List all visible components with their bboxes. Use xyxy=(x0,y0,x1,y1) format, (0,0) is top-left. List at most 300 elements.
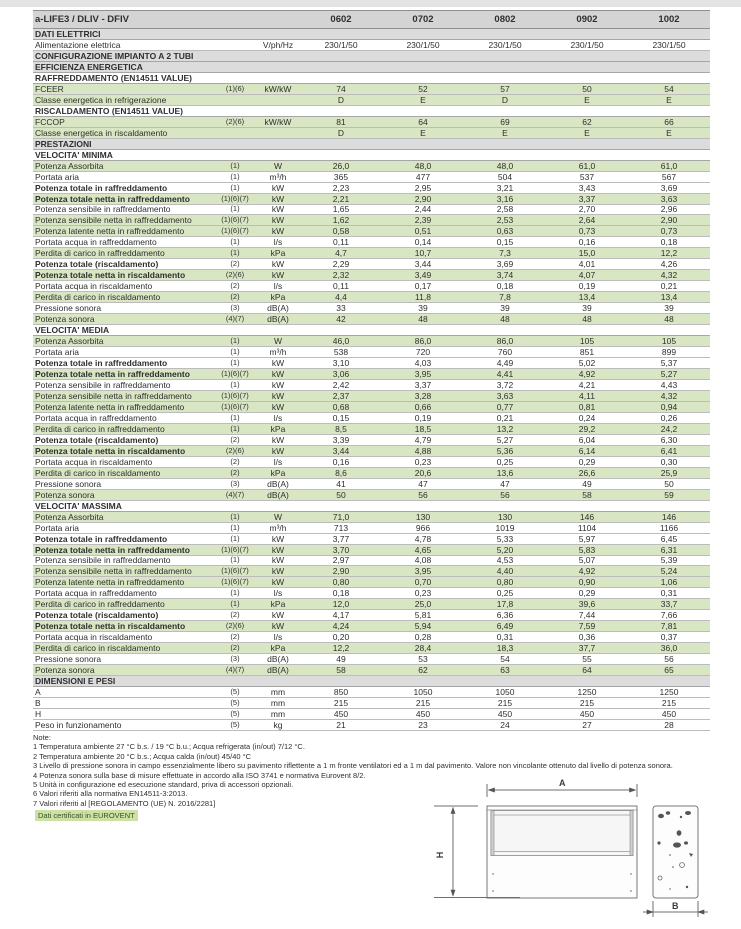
notes-title: Note: xyxy=(33,733,51,742)
row-label: Portata aria xyxy=(35,347,79,358)
row-value: 4,7 xyxy=(335,248,347,259)
row-unit: kW xyxy=(271,533,285,544)
row-unit: kW xyxy=(271,204,285,215)
section-label: EFFICIENZA ENERGETICA xyxy=(35,61,143,72)
row-note-refs: (5) xyxy=(230,687,240,697)
row-value: 15,0 xyxy=(578,248,596,259)
row-value: 2,37 xyxy=(332,390,350,401)
row-note-refs: (1) xyxy=(230,182,240,192)
row-label: Potenza sonora xyxy=(35,489,95,500)
row-unit: kPa xyxy=(270,467,286,478)
row-label: Potenza sonora xyxy=(35,314,95,325)
row-value: 7,8 xyxy=(499,292,511,303)
row-label: Potenza sensibile netta in raffreddamento xyxy=(35,566,192,577)
row-value: 3,44 xyxy=(332,445,350,456)
spec-row xyxy=(33,259,710,270)
spec-row xyxy=(33,161,710,172)
row-value: 4,32 xyxy=(660,270,678,281)
row-value: 2,29 xyxy=(332,259,350,270)
row-value: 0,31 xyxy=(496,632,514,643)
row-value: E xyxy=(584,94,590,105)
row-note-refs: (1) xyxy=(230,522,240,532)
row-value: 3,49 xyxy=(414,270,432,281)
row-value: 0,73 xyxy=(660,226,678,237)
row-value: 0,17 xyxy=(414,281,432,292)
row-value: E xyxy=(584,127,590,138)
row-unit: kW xyxy=(271,434,285,445)
row-label: FCEER xyxy=(35,83,64,94)
row-value: 2,23 xyxy=(332,182,350,193)
row-value: 6,14 xyxy=(578,445,596,456)
spec-row xyxy=(33,490,710,501)
spec-row xyxy=(33,413,710,424)
spec-row xyxy=(33,720,710,731)
row-unit: l/s xyxy=(273,281,283,292)
row-note-refs: (1) xyxy=(230,171,240,181)
spec-row xyxy=(33,380,710,391)
row-label: Pressione sonora xyxy=(35,303,102,314)
row-unit: kW xyxy=(271,379,285,390)
row-note-refs: (2) xyxy=(230,292,240,302)
row-value: 6,30 xyxy=(660,434,678,445)
row-note-refs: (2) xyxy=(230,610,240,620)
row-label: Potenza totale in raffreddamento xyxy=(35,182,168,193)
row-unit: l/s xyxy=(273,412,283,423)
row-unit: l/s xyxy=(273,588,283,599)
row-value: 20,6 xyxy=(414,467,432,478)
section-row xyxy=(33,29,710,40)
row-value: 71,0 xyxy=(332,511,350,522)
row-value: 5,37 xyxy=(660,358,678,369)
row-note-refs: (2) xyxy=(230,434,240,444)
row-note-refs: (3) xyxy=(230,654,240,664)
row-unit: kPa xyxy=(270,248,286,259)
row-unit: dB(A) xyxy=(267,303,289,314)
row-value: 0,90 xyxy=(578,577,596,588)
row-unit: dB(A) xyxy=(267,314,289,325)
row-value: 4,26 xyxy=(660,259,678,270)
row-value: 13,4 xyxy=(660,292,678,303)
row-value: 760 xyxy=(497,347,513,358)
row-label: Portata acqua in riscaldamento xyxy=(35,632,153,643)
row-unit: kW xyxy=(271,610,285,621)
row-value: 48,0 xyxy=(414,160,432,171)
row-value: 450 xyxy=(415,709,431,720)
row-value: 81 xyxy=(336,116,346,127)
row-value: 3,69 xyxy=(660,182,678,193)
row-value: 4,49 xyxy=(496,358,514,369)
row-unit: l/s xyxy=(273,237,283,248)
row-note-refs: (1) xyxy=(230,555,240,565)
row-note-refs: (4)(7) xyxy=(225,489,245,499)
row-unit: mm xyxy=(270,709,286,720)
section-row xyxy=(33,51,710,62)
note-item: 7 Valori riferiti al [REGOLAMENTO (UE) N. 2016/2281] xyxy=(33,798,216,808)
section-label: VELOCITA' MINIMA xyxy=(35,149,113,160)
row-value: 61,0 xyxy=(660,160,678,171)
row-value: 899 xyxy=(661,347,677,358)
row-value: 12,0 xyxy=(332,599,350,610)
row-label: Potenza sensibile netta in raffreddamento xyxy=(35,215,192,226)
row-label: Perdita di carico in raffreddamento xyxy=(35,248,165,259)
row-value: 41 xyxy=(336,478,346,489)
row-unit: kW xyxy=(271,555,285,566)
row-note-refs: (2) xyxy=(230,456,240,466)
row-note-refs: (1)(6)(7) xyxy=(221,193,249,203)
row-note-refs: (5) xyxy=(230,720,240,730)
row-value: 2,21 xyxy=(332,193,350,204)
row-value: 2,96 xyxy=(660,204,678,215)
row-value: 3,16 xyxy=(496,193,514,204)
row-value: 3,95 xyxy=(414,369,432,380)
unit-drawing xyxy=(430,775,741,929)
row-value: 6,41 xyxy=(660,445,678,456)
row-value: 3,63 xyxy=(660,193,678,204)
row-value: 54 xyxy=(500,654,510,665)
row-value: 54 xyxy=(664,83,674,94)
eurovent-certification-badge: Dati certificati in EUROVENT xyxy=(35,810,138,820)
row-value: 4,03 xyxy=(414,358,432,369)
row-value: 0,23 xyxy=(414,456,432,467)
row-value: 0,80 xyxy=(332,577,350,588)
row-value: 4,21 xyxy=(578,379,596,390)
row-note-refs: (1) xyxy=(230,204,240,214)
section-label: RISCALDAMENTO (EN14511 VALUE) xyxy=(35,105,183,116)
row-label: Potenza sensibile in raffreddamento xyxy=(35,555,171,566)
spec-row xyxy=(33,369,710,380)
row-note-refs: (1) xyxy=(230,588,240,598)
row-value: 0,28 xyxy=(414,632,432,643)
row-note-refs: (3) xyxy=(230,478,240,488)
row-value: 4,92 xyxy=(578,566,596,577)
row-value: 48,0 xyxy=(496,160,514,171)
row-value: 6,45 xyxy=(660,533,678,544)
row-label: Alimentazione elettrica xyxy=(35,39,121,50)
row-label: H xyxy=(35,709,42,720)
note-item: 3 Livello di pressione sonora in campo essenzialmente libero su pavimento riflettente a 1 m fronte ventilatori ed a 1 m dal pavimento. Valore non vincolante ottenuto dal livello di potenza sonora. xyxy=(33,761,673,771)
spec-row xyxy=(33,183,710,194)
row-value: 4,78 xyxy=(414,533,432,544)
row-value: 4,43 xyxy=(660,379,678,390)
note-item: 4 Potenza sonora sulla base di misure effettuate in accordo alla ISO 3741 e normativa Eurovent 8/2. xyxy=(33,770,366,780)
row-value: 56 xyxy=(418,489,428,500)
row-value: 39 xyxy=(582,303,592,314)
row-value: 4,32 xyxy=(660,390,678,401)
section-label: PRESTAZIONI xyxy=(35,138,92,149)
row-unit: kW xyxy=(271,621,285,632)
spec-row xyxy=(33,446,710,457)
row-note-refs: (1) xyxy=(230,379,240,389)
product-title: a-LIFE3 / DLIV - DFIV xyxy=(35,13,129,25)
row-value: 46,0 xyxy=(332,336,350,347)
spec-row xyxy=(33,402,710,413)
row-label: Portata acqua in raffreddamento xyxy=(35,588,157,599)
row-value: 28 xyxy=(664,720,674,731)
row-value: 4,08 xyxy=(414,555,432,566)
row-value: 33 xyxy=(336,303,346,314)
page-top-strip xyxy=(0,0,741,7)
row-value: 64 xyxy=(582,665,592,676)
spec-row xyxy=(33,599,710,610)
spec-row xyxy=(33,226,710,237)
spec-row xyxy=(33,566,710,577)
row-unit: dB(A) xyxy=(267,489,289,500)
row-note-refs: (1)(6)(7) xyxy=(221,369,249,379)
row-value: 0,11 xyxy=(333,281,349,292)
row-value: 504 xyxy=(497,171,513,182)
row-value: 13,2 xyxy=(496,423,514,434)
row-value: 0,51 xyxy=(414,226,432,237)
row-value: 0,18 xyxy=(332,588,350,599)
row-unit: kW xyxy=(271,369,285,380)
row-value: 713 xyxy=(333,522,349,533)
spec-row xyxy=(33,523,710,534)
model-column-header: 0702 xyxy=(412,13,434,25)
row-value: 7,59 xyxy=(578,621,596,632)
row-value: 58 xyxy=(582,489,592,500)
row-value: 4,17 xyxy=(332,610,350,621)
row-value: E xyxy=(420,94,426,105)
row-unit: m³/h xyxy=(269,522,287,533)
row-value: E xyxy=(666,127,672,138)
row-value: 130 xyxy=(497,511,513,522)
row-value: 5,24 xyxy=(660,566,678,577)
row-value: 5,81 xyxy=(414,610,432,621)
row-label: Potenza totale netta in raffreddamento xyxy=(35,544,190,555)
row-value: 25,0 xyxy=(414,599,432,610)
row-value: 3,69 xyxy=(496,259,514,270)
spec-row xyxy=(33,194,710,205)
row-value: 5,27 xyxy=(496,434,514,445)
row-value: 33,7 xyxy=(660,599,678,610)
row-value: 5,97 xyxy=(578,533,596,544)
row-value: 1250 xyxy=(659,687,679,698)
row-value: 0,94 xyxy=(660,401,678,412)
row-unit: kPa xyxy=(270,292,286,303)
row-value: 63 xyxy=(500,665,510,676)
row-value: 105 xyxy=(661,336,677,347)
row-value: 3,43 xyxy=(578,182,596,193)
row-value: 2,58 xyxy=(496,204,514,215)
row-value: 59 xyxy=(664,489,674,500)
row-value: 26,6 xyxy=(578,467,596,478)
row-value: 0,11 xyxy=(333,237,349,248)
spec-row xyxy=(33,512,710,523)
row-note-refs: (5) xyxy=(230,709,240,719)
row-value: 18,5 xyxy=(414,423,432,434)
row-unit: kW xyxy=(271,226,285,237)
row-value: 146 xyxy=(661,511,677,522)
row-value: 105 xyxy=(579,336,595,347)
spec-row xyxy=(33,270,710,281)
row-value: 3,37 xyxy=(578,193,596,204)
row-label: Perdita di carico in raffreddamento xyxy=(35,423,165,434)
row-label: FCCOP xyxy=(35,116,65,127)
row-label: Potenza totale (riscaldamento) xyxy=(35,610,159,621)
row-label: Potenza Assorbita xyxy=(35,336,104,347)
row-value: 50 xyxy=(664,478,674,489)
section-row xyxy=(33,139,710,150)
row-value: 0,15 xyxy=(332,412,350,423)
row-value: 215 xyxy=(333,698,349,709)
spec-row xyxy=(33,336,710,347)
row-value: 56 xyxy=(664,654,674,665)
row-value: 4,92 xyxy=(578,369,596,380)
row-value: 2,42 xyxy=(332,379,350,390)
row-value: 42 xyxy=(336,314,346,325)
row-value: 5,94 xyxy=(414,621,432,632)
row-value: 4,40 xyxy=(496,566,514,577)
row-unit: kW xyxy=(271,577,285,588)
row-unit: l/s xyxy=(273,632,283,643)
row-label: Perdita di carico in riscaldamento xyxy=(35,467,161,478)
spec-row xyxy=(33,237,710,248)
row-value: 13,4 xyxy=(578,292,596,303)
spec-row xyxy=(33,248,710,259)
row-value: 5,39 xyxy=(660,555,678,566)
row-value: 4,4 xyxy=(335,292,347,303)
row-value: 53 xyxy=(418,654,428,665)
row-label: Potenza totale netta in riscaldamento xyxy=(35,621,186,632)
row-value: 62 xyxy=(418,665,428,676)
section-row xyxy=(33,73,710,84)
row-unit: dB(A) xyxy=(267,665,289,676)
row-unit: kW xyxy=(271,270,285,281)
row-value: 4,11 xyxy=(579,390,595,401)
row-value: E xyxy=(666,94,672,105)
row-unit: kW xyxy=(271,215,285,226)
row-unit: mm xyxy=(270,687,286,698)
row-unit: kW xyxy=(271,182,285,193)
row-label: Potenza latente netta in raffreddamento xyxy=(35,577,185,588)
row-value: 2,39 xyxy=(414,215,432,226)
row-note-refs: (1) xyxy=(230,160,240,170)
row-value: 26,0 xyxy=(332,160,350,171)
section-row xyxy=(33,676,710,687)
row-value: D xyxy=(337,94,345,105)
row-value: 50 xyxy=(582,83,592,94)
side-view xyxy=(653,806,698,898)
row-value: 0,77 xyxy=(496,401,514,412)
row-value: 0,18 xyxy=(496,281,514,292)
row-value: 2,95 xyxy=(414,182,432,193)
row-value: 0,58 xyxy=(332,226,350,237)
row-value: 0,21 xyxy=(496,412,514,423)
spec-row xyxy=(33,457,710,468)
row-note-refs: (2)(6) xyxy=(225,116,245,126)
row-value: 1,06 xyxy=(660,577,678,588)
row-note-refs: (2) xyxy=(230,467,240,477)
row-note-refs: (1)(6)(7) xyxy=(221,577,249,587)
row-value: 1104 xyxy=(577,522,597,533)
spec-row xyxy=(33,556,710,567)
row-value: 4,24 xyxy=(332,621,350,632)
row-value: 0,14 xyxy=(414,237,432,248)
row-value: 5,36 xyxy=(496,445,514,456)
section-label: VELOCITA' MEDIA xyxy=(35,325,110,336)
row-value: 6,36 xyxy=(496,610,514,621)
row-note-refs: (1) xyxy=(230,533,240,543)
note-item: 6 Valori riferiti alla normativa EN14511-3:2013. xyxy=(33,789,188,799)
row-value: 1050 xyxy=(495,687,515,698)
row-note-refs: (1)(6) xyxy=(225,83,245,93)
row-value: 0,81 xyxy=(578,401,596,412)
row-value: 1050 xyxy=(413,687,433,698)
row-value: 0,16 xyxy=(578,237,596,248)
row-label: Potenza sensibile in raffreddamento xyxy=(35,204,171,215)
row-label: Potenza totale (riscaldamento) xyxy=(35,434,159,445)
row-note-refs: (2) xyxy=(230,632,240,642)
row-label: Pressione sonora xyxy=(35,478,102,489)
row-value: 0,21 xyxy=(660,281,678,292)
dim-label-h: H xyxy=(435,851,445,859)
row-value: 4,88 xyxy=(414,445,432,456)
row-label: Potenza sensibile netta in raffreddamento xyxy=(35,390,192,401)
row-value: 3,95 xyxy=(414,566,432,577)
row-note-refs: (1)(6)(7) xyxy=(221,544,249,554)
row-value: 1166 xyxy=(659,522,679,533)
row-value: 4,65 xyxy=(414,544,432,555)
row-value: 130 xyxy=(415,511,431,522)
row-value: 720 xyxy=(415,347,431,358)
row-value: 3,72 xyxy=(496,379,514,390)
row-value: E xyxy=(420,127,426,138)
row-value: 3,74 xyxy=(496,270,514,281)
row-note-refs: (4)(7) xyxy=(225,314,245,324)
section-label: VELOCITA' MASSIMA xyxy=(35,500,122,511)
row-value: 49 xyxy=(582,478,592,489)
row-unit: W xyxy=(273,511,283,522)
row-value: E xyxy=(502,127,508,138)
row-value: 3,39 xyxy=(332,434,350,445)
row-value: 66 xyxy=(664,116,674,127)
model-column-header: 0802 xyxy=(494,13,516,25)
row-value: 55 xyxy=(582,654,592,665)
row-value: 39 xyxy=(500,303,510,314)
row-label: Pressione sonora xyxy=(35,654,102,665)
row-value: 0,70 xyxy=(414,577,432,588)
row-value: 2,44 xyxy=(414,204,432,215)
row-value: 5,02 xyxy=(578,358,596,369)
row-value: 7,3 xyxy=(499,248,511,259)
row-value: 39 xyxy=(664,303,674,314)
row-value: 0,37 xyxy=(660,632,678,643)
row-unit: m³/h xyxy=(269,171,287,182)
row-value: 450 xyxy=(333,709,349,720)
row-label: Portata acqua in riscaldamento xyxy=(35,281,153,292)
model-column-header: 0602 xyxy=(330,13,352,25)
row-unit: kW xyxy=(271,390,285,401)
row-label: Classe energetica in riscaldamento xyxy=(35,127,168,138)
spec-row xyxy=(33,665,710,676)
row-value: 3,06 xyxy=(332,369,350,380)
row-note-refs: (2) xyxy=(230,643,240,653)
spec-row xyxy=(33,281,710,292)
section-row xyxy=(33,62,710,73)
table-body xyxy=(33,29,710,731)
row-value: 3,70 xyxy=(332,544,350,555)
row-unit: mm xyxy=(270,698,286,709)
row-value: 18,3 xyxy=(496,643,514,654)
spec-row xyxy=(33,588,710,599)
row-value: 850 xyxy=(333,687,349,698)
row-value: 2,90 xyxy=(414,193,432,204)
row-value: 1,65 xyxy=(332,204,350,215)
row-value: 24 xyxy=(500,720,510,731)
row-value: 12,2 xyxy=(660,248,678,259)
row-value: 56 xyxy=(500,489,510,500)
row-value: 230/1/50 xyxy=(324,39,358,50)
